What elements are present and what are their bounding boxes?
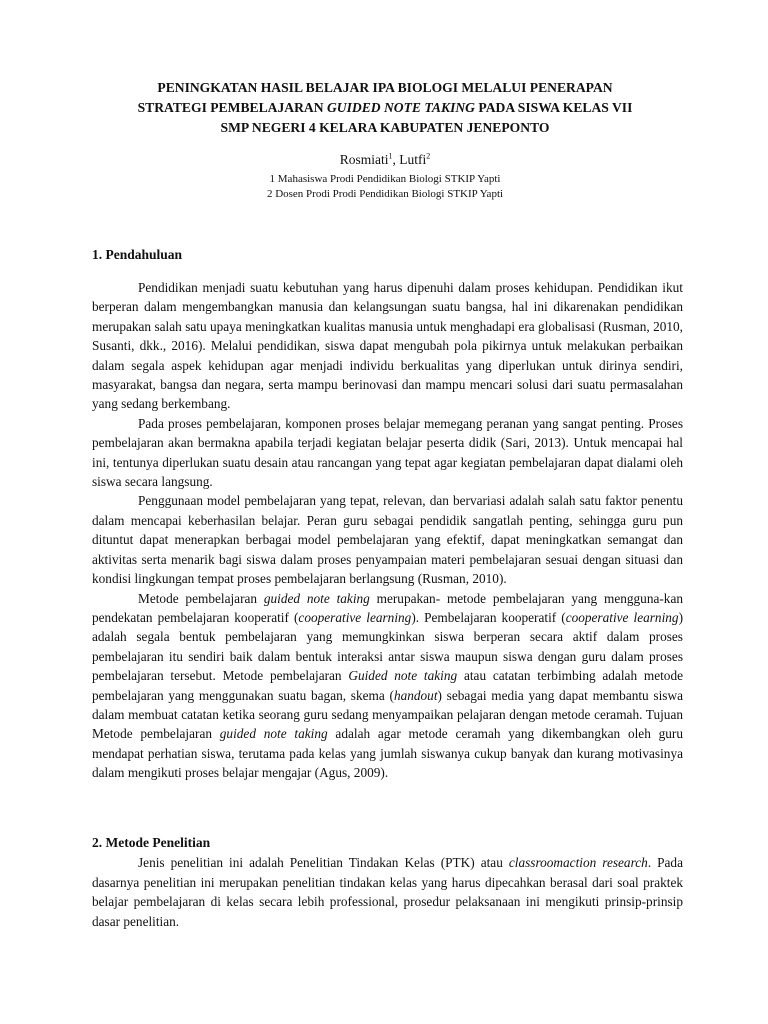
- author-line: Rosmiati$^1$, Lutfi$^2$: [339, 151, 431, 167]
- title-italic-term: GUIDED NOTE TAKING: [326, 100, 475, 115]
- author-2: Lutfi: [399, 152, 427, 167]
- section-1-heading: 1. Pendahuluan: [92, 247, 183, 262]
- title-line-2: STRATEGI PEMBELAJARAN GUIDED NOTE TAKING PADA SISWA KELAS VII: [137, 100, 633, 115]
- italic-term: handout: [393, 687, 438, 703]
- section-2-heading: 2. Metode Penelitian: [92, 835, 211, 850]
- italic-term: guided note taking: [263, 590, 370, 606]
- italic-term: cooperative learning: [565, 609, 679, 625]
- italic-term: classroomaction research: [508, 855, 648, 870]
- title-line-1: PENINGKATAN HASIL BELAJAR IPA BIOLOGI MELALUI PENERAPAN: [157, 80, 613, 95]
- section-2: [92, 833, 683, 931]
- paragraph-4: Metode pembelajaran guided note taking merupakan- metode pembelajaran yang mengguna-kan pendekatan pembelajaran kooperatif (cooperative learning). Pembelajaran kooperatif (cooperative learning) adalah segala bentuk pembelajaran yang memungkinkan siswa berperan secara aktif dalam proses pembelajaran itu sendiri baik dalam bentuk interaksi antar siswa maupun siswa dengan guru dalam proses pembelajaran tersebut. Metode pembelajaran Guided note taking atau catatan terbimbing adalah metode pembelajaran yang menggunakan suatu bagan, skema (handout) sebagai media yang dapat membantu siswa dalam membuat catatan ketika seorang guru sedang menyampaikan pelajaran dengan metode ceramah. Tujuan Metode pembelajaran guided note taking adalah agar metode ceramah yang dikembangkan oleh guru mendapat perhatian siswa, terutama pada kelas yang jumlah siswanya cukup banyak dan kurang motivasinya dalam mengikuti proses belajar mengajar (Agus, 2009).: [92, 590, 684, 781]
- paper-title: [90, 78, 680, 138]
- paragraph-5: Jenis penelitian ini adalah Penelitian Tindakan Kelas (PTK) atau classroomaction research. Pada dasarnya penelitian ini merupakan penelitian tindakan kelas yang harus dipecahkan berasal dari soal praktek belajar pembelajaran di kelas secara lebih professional, prosedur pelaksanaan ini mengikuti prinsip-prinsip dasar penelitian.: [92, 855, 683, 929]
- author-1: Rosmiati: [339, 152, 389, 167]
- italic-term: guided note taking: [219, 726, 328, 742]
- author-2-sup: 2: [426, 151, 431, 161]
- affiliation-2: 2 Dosen Prodi Prodi Pendidikan Biologi STKIP Yapti: [266, 188, 504, 200]
- paragraph-1: Pendidikan menjadi suatu kebutuhan yang harus dipenuhi dalam proses kehidupan. Pendidikan ikut berperan dalam mengembangkan manusia dan kelangsungan suatu bangsa, hal ini dikarenakan pendidikan merupakan salah satu upaya meningkatkan kualitas manusia untuk menghadapi era globalisasi (Rusman, 2010, Susanti, dkk., 2016). Melalui pendidikan, siswa dapat mengubah pola pikirnya untuk melakukan perbaikan dalam segala aspek kehidupan agar menjadi individu berkualitas yang diperlukan untuk dirinya sendiri, masyarakat, bangsa dan negara, serta mampu berinovasi dan mampu mencari solusi dari suatu permasalahan yang sedang berkembang.: [92, 280, 683, 412]
- affiliations: [90, 172, 680, 202]
- affiliation-1: 1 Mahasiswa Prodi Pendidikan Biologi STKIP Yapti: [269, 173, 501, 185]
- paragraph-2: Pada proses pembelajaran, komponen proses belajar memegang peranan yang sangat penting. Proses pembelajaran akan bermakna apabila terjadi kegiatan belajar peserta didik (Sari, 2013). Untuk mencapai hal ini, tentunya diperlukan suatu desain atau rancangan yang tepat agar kegiatan pembelajaran dapat dialami oleh siswa secara langsung.: [92, 415, 683, 490]
- paragraph-3: Penggunaan model pembelajaran yang tepat, relevan, dan bervariasi adalah salah satu faktor penentu dalam mencapai keberhasilan belajar. Peran guru sebagai pendidik sangatlah penting, sehingga guru pun dituntut dapat menerapkan berbagai model pembelajaran yang efektif, dapat meningkatkan semangat dan aktivitas serta menarik bagi siswa dalam proses penyampaian materi pembelajaran sesuai dengan situasi dan kondisi lingkungan tempat proses pembelajaran berlangsung (Rusman, 2010).: [92, 493, 683, 587]
- italic-term: Guided note taking: [348, 668, 458, 684]
- section-1-body: [92, 278, 683, 783]
- author-1-sup: 1: [388, 151, 393, 161]
- italic-term: cooperative learning: [298, 609, 412, 625]
- title-line-3: SMP NEGERI 4 KELARA KABUPATEN JENEPONTO: [220, 120, 550, 135]
